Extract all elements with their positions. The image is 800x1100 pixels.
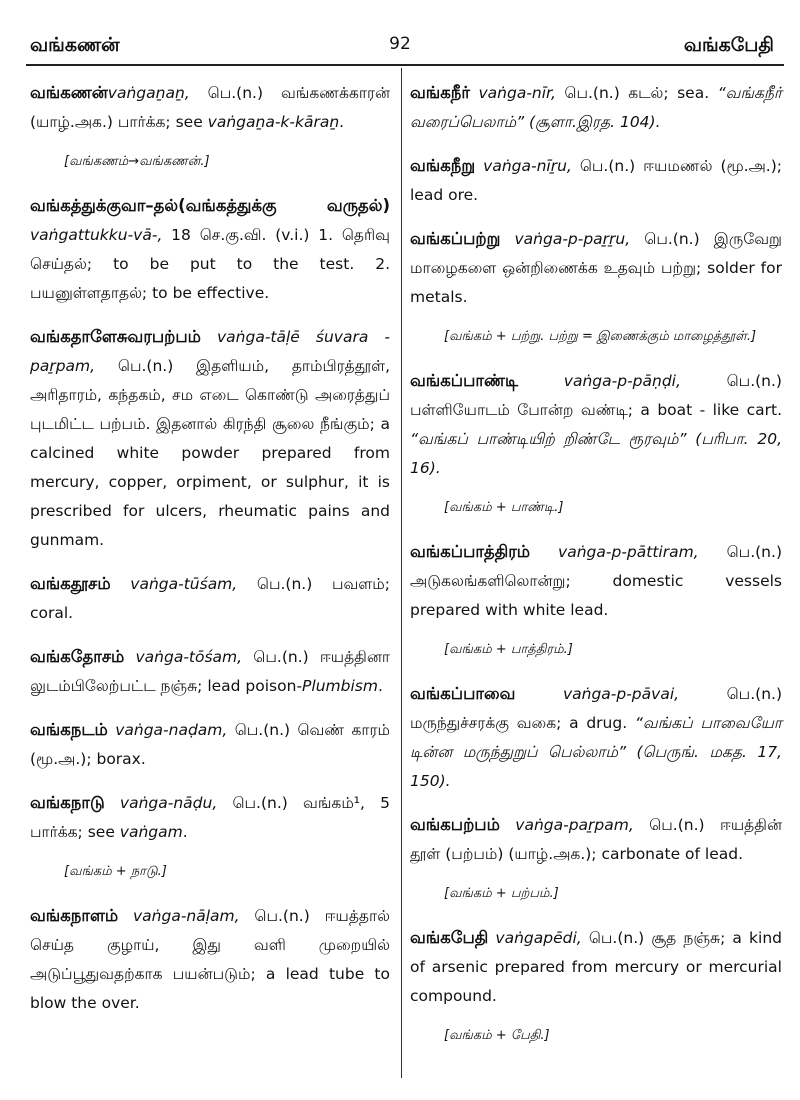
etymology-note: [வங்கம் + பற்று. பற்று = இணைக்கும் மாழைத்தூள்.] [444, 329, 757, 344]
etymology-note: [வங்கம் + நாடு.] [64, 864, 167, 879]
entry-headword: வங்கநீர் [410, 83, 470, 102]
dictionary-entry [410, 679, 782, 796]
page-header [0, 30, 800, 64]
dictionary-entry [30, 191, 390, 308]
etymology-note: [வங்கம் + பாத்திரம்.] [444, 642, 573, 657]
entry-definition: பெ.(n.) அடுகலங்களிலொன்று; domestic vessels prepared with white lead. [410, 543, 782, 619]
entry-headword: வங்கநடம் [30, 720, 108, 739]
entry-headword: வங்கநாடு [30, 793, 105, 812]
entry-definition: பெ.(n.) பள்ளியோடம் போன்ற வண்டி; a boat - like cart. [410, 372, 782, 419]
etymology-note: [வங்கம் + பாண்டி.] [444, 500, 564, 515]
entry-see-reference: vaṅgam [119, 823, 183, 841]
entry-headword: வங்கதோசம் [30, 647, 125, 666]
entry-definition: பெ.(n.) இருவேறு மாழைகளை ஒன்றிணைக்க உதவும் பற்று; solder for metals. [410, 230, 782, 306]
entry-transliteration: vaṅga-nīr, [470, 84, 556, 102]
dictionary-entry [30, 322, 390, 555]
entry-definition: 18 செ.கு.வி. (v.i.) 1. தெரிவு செய்தல்; to be put to the test. 2. பயனுள்ளதாதல்; to be effective. [30, 226, 390, 302]
entry-definition: பெ.(n.) வங்கம்¹, 5 பார்க்க; see [30, 794, 391, 841]
entry-definition: பெ.(n.) வங்கணக்காரன் (யாழ்.அக.) பார்க்க; see [30, 84, 390, 131]
dictionary-entry [30, 901, 390, 1018]
entry-transliteration: vaṅga-p-pāttiram, [530, 543, 699, 561]
entry-see-reference: Plumbism [302, 677, 378, 695]
entry-quotation: “வங்கப் பாண்டியிற் றிண்டே ரூரவும்” (பரிபா. 20, 16). [410, 430, 782, 477]
entry-quotation: “வங்கநீர் வரைப்பெலாம்” (சூளா.இரத. 104). [410, 84, 782, 131]
column-divider [401, 68, 402, 1078]
entry-transliteration: vaṅga-tāḷē śuvara -paṟpam, [30, 328, 390, 375]
entry-transliteration: vaṅga-p-paṟṟu, [500, 230, 631, 248]
entry-headword: வங்கநாளம் [30, 906, 119, 925]
header-left-guideword: வங்கணன் [30, 34, 120, 56]
entry-transliteration: vaṅgaṉaṉ, [107, 84, 190, 102]
entry-quotation: “வங்கப் பாவையோ டின்ன மருந்துறுப் பெல்லாம்” (பெருங். மகத. 17, 150). [410, 714, 783, 790]
entry-transliteration: vaṅga-p-pāṇḍi, [518, 372, 681, 390]
entry-transliteration: vaṅga-nīṟu, [475, 157, 572, 175]
entry-tail: . [339, 113, 345, 131]
entry-definition: பெ.(n.) ஈயமணல் (மூ.அ.); lead ore. [410, 157, 783, 204]
page-number: 92 [389, 34, 411, 54]
dictionary-entry [30, 569, 390, 628]
etymology-note: [வங்கம் + பேதி.] [444, 1028, 550, 1043]
entry-headword: வங்கநீறு [410, 156, 476, 175]
dictionary-entry [410, 366, 782, 483]
entry-transliteration: vaṅga-tōśam, [124, 648, 243, 666]
entry-transliteration: vaṅga-p-pāvai, [515, 685, 680, 703]
dictionary-entry [30, 715, 390, 774]
entry-definition: பெ.(n.) பவளம்; coral. [30, 575, 390, 622]
dictionary-entry [410, 537, 782, 625]
entry-definition: பெ.(n.) ஈயத்தின் தூள் (பற்பம்) (யாழ்.அக.); carbonate of lead. [410, 816, 782, 863]
right-column [410, 78, 782, 1065]
header-rule [26, 64, 784, 66]
entry-tail: . [182, 823, 188, 841]
entry-transliteration: vaṅga-nāḍu, [104, 794, 218, 812]
dictionary-entry [410, 923, 782, 1011]
dictionary-entry [410, 810, 782, 869]
entry-transliteration: vaṅga-paṟpam, [499, 816, 634, 834]
entry-definition: பெ.(n.) மருந்துச்சரக்கு வகை; a drug. [410, 685, 782, 732]
entry-headword: வங்கபேதி [410, 928, 489, 947]
entry-transliteration: vaṅga-tūśam, [110, 575, 238, 593]
dictionary-entry [30, 642, 390, 701]
left-column [30, 78, 390, 1032]
entry-transliteration: vaṅgattukku-vā-, [30, 226, 163, 244]
header-right-guideword: வங்கபேதி [683, 34, 774, 56]
entry-headword: வங்கபற்பம் [410, 815, 500, 834]
entry-tail: . [377, 677, 383, 695]
entry-headword: வங்கத்துக்குவா–தல்(வங்கத்துக்கு வருதல்) [30, 196, 390, 215]
entry-definition: பெ.(n.) இதளியம், தாம்பிரத்தூள், அரிதாரம், கந்தகம், சம எடை கொண்டு அரைத்துப் புடமிட்ட பற்பம். இதனால் கிரந்தி சூலை நீங்கும்; a calcined white powder prepared from mercury, copper, orpiment, or sulphur, it is prescribed for ulcers, rheumatic pains and gunmam. [30, 357, 390, 549]
dictionary-entry [30, 788, 390, 847]
entry-headword: வங்கப்பற்று [410, 229, 501, 248]
etymology-note: [வங்கம் + பற்பம்.] [444, 886, 559, 901]
dictionary-entry [410, 224, 782, 312]
entry-headword: வங்கதூசம் [30, 574, 111, 593]
entry-transliteration: vaṅgapēdi, [488, 929, 582, 947]
entry-definition: பெ.(n.) ஈயத்தினா லுடம்பிலேற்பட்ட நஞ்சு; lead poison- [30, 648, 391, 695]
entry-definition: பெ.(n.) கடல்; sea. [555, 84, 718, 102]
dictionary-entry [410, 151, 782, 210]
entry-transliteration: vaṅga-nāḷam, [118, 907, 240, 925]
entry-transliteration: vaṅga-naḍam, [107, 721, 228, 739]
dictionary-entry [30, 78, 390, 137]
entry-headword: வங்கதாளேசுவரபற்பம் [30, 327, 201, 346]
etymology-note: [வங்கணம்→வங்கணன்.] [64, 154, 210, 169]
entry-headword: வங்கணன் [30, 83, 108, 102]
dictionary-entry [410, 78, 782, 137]
entry-definition: பெ.(n.) ஈயத்தால் செய்த குழாய், இது வளி முறையில் அடுப்பூதுவதற்காக பயன்படும்; a lead tube to blow the over. [30, 907, 390, 1012]
entry-headword: வங்கப்பாவை [410, 684, 516, 703]
entry-definition: பெ.(n.) வெண் காரம் (மூ.அ.); borax. [30, 721, 390, 768]
entry-headword: வங்கப்பாண்டி [410, 371, 519, 390]
entry-headword: வங்கப்பாத்திரம் [410, 542, 531, 561]
entry-definition: பெ.(n.) சூத நஞ்சு; a kind of arsenic prepared from mercury or mercurial compound. [410, 929, 782, 1005]
entry-see-reference: vaṅgaṉa-k-kāraṉ [207, 113, 340, 131]
